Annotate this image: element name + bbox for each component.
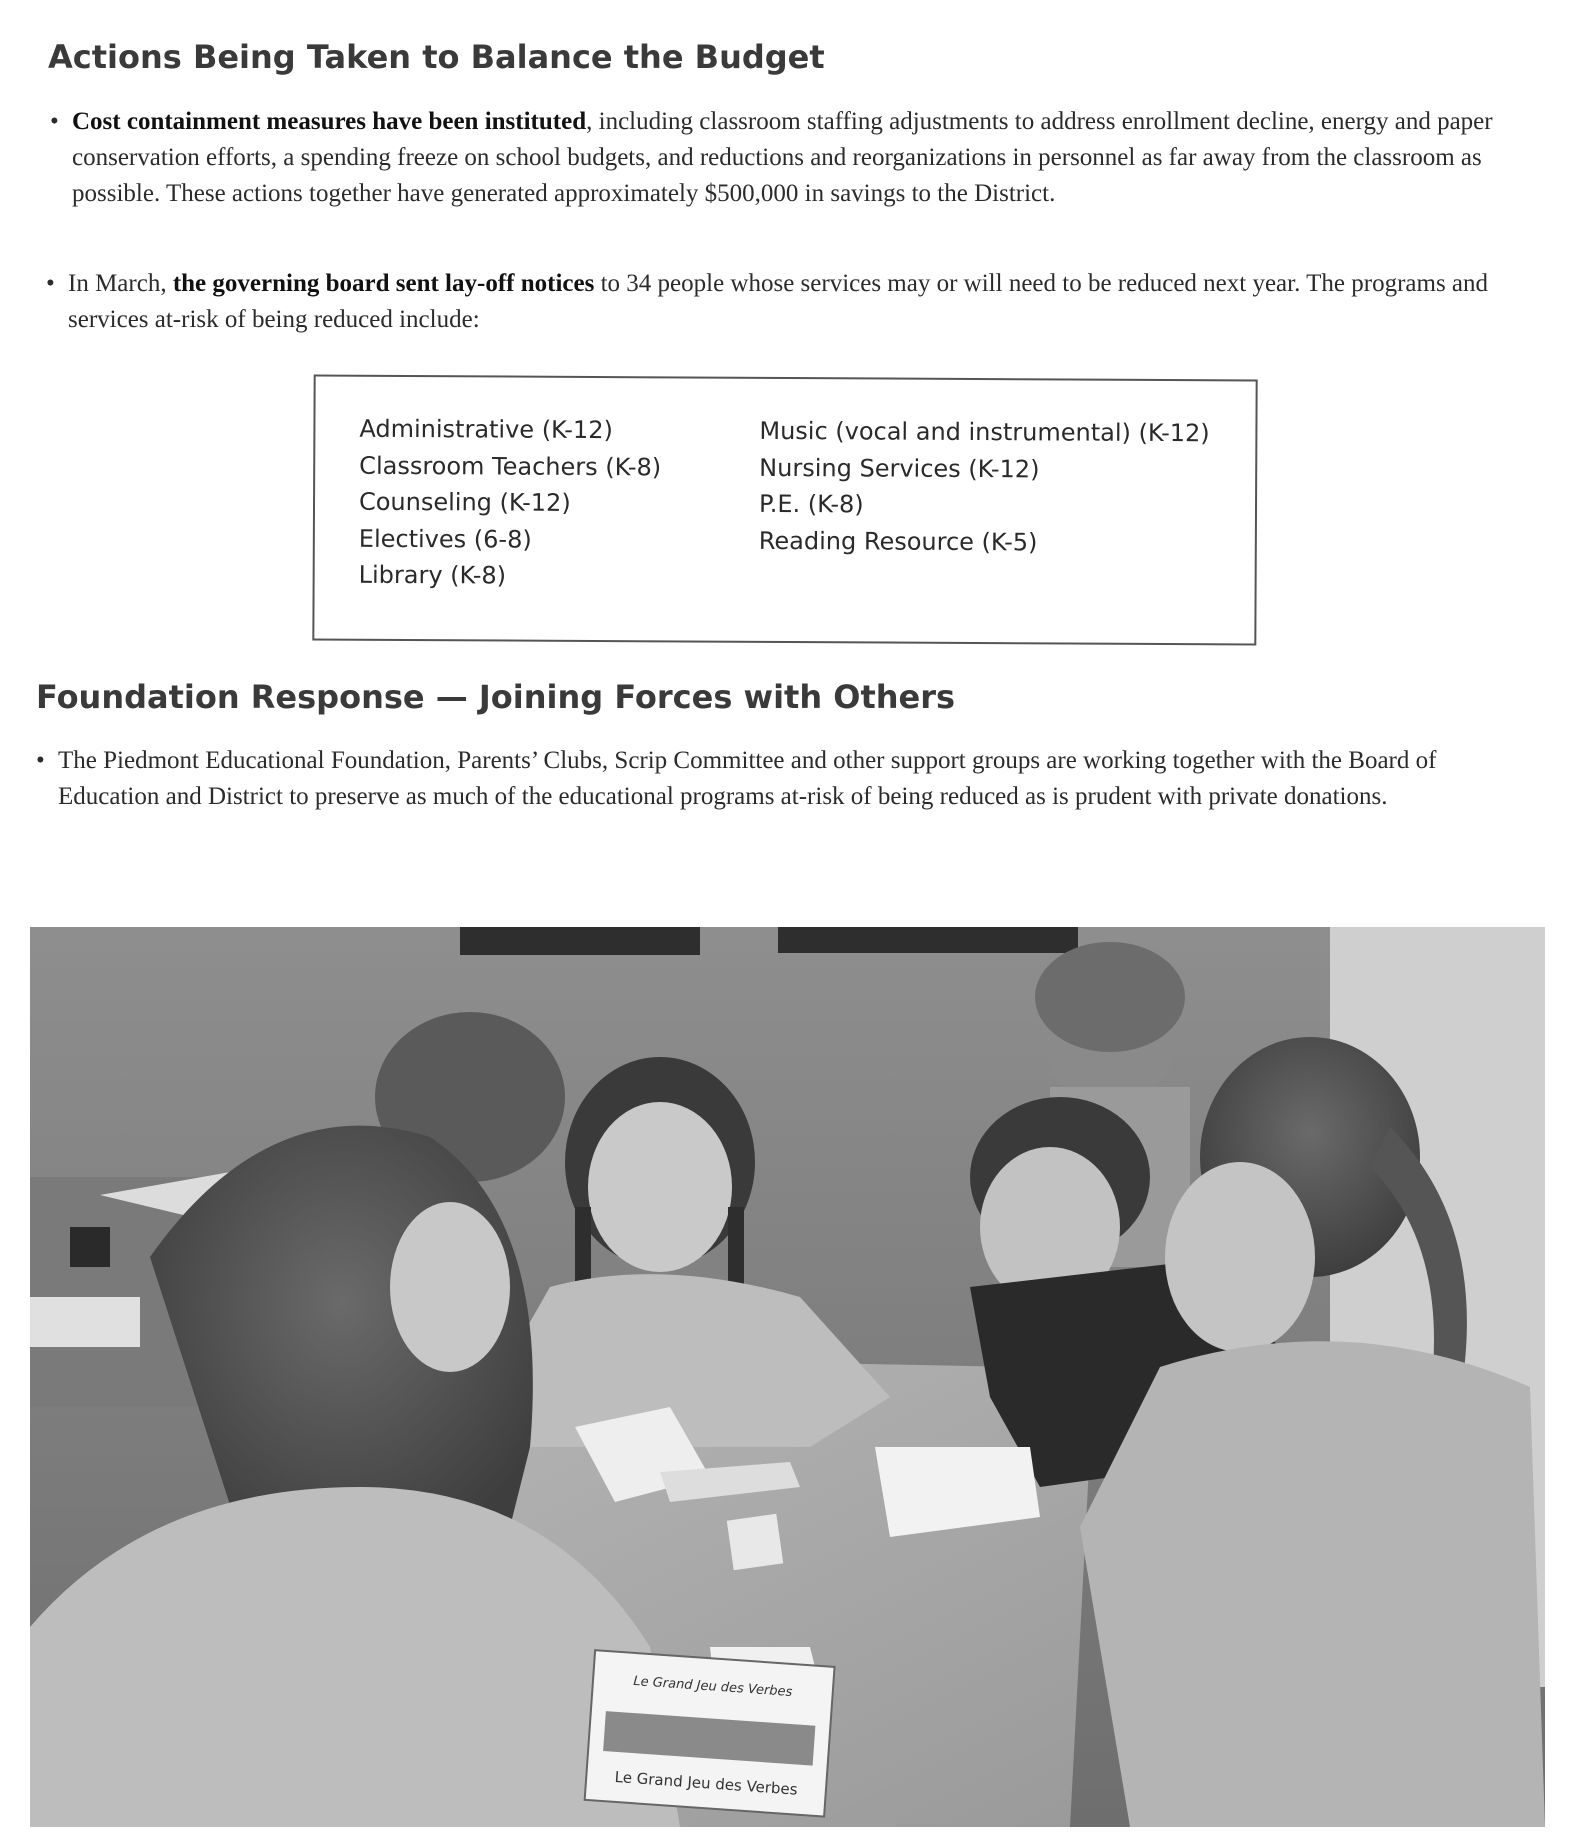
bullet-layoff-notices [46, 266, 1548, 338]
programs-list-left [359, 411, 662, 595]
program-item: Classroom Teachers (K-8) [359, 451, 662, 481]
bullet-body-text: to 34 people whose services may or will need to be reduced next year. The programs and services at-risk of being reduced include: [68, 270, 1489, 333]
bullet-body-text: , including classroom staffing adjustments to address enrollment decline, energy and paper conservation efforts, a spending freeze on school budgets, and reductions and reorganizations in personnel as far away from the classroom as possible. These actions together have generated approximately $500,000 in savings to the District. [72, 108, 1493, 207]
program-item: P.E. (K-8) [758, 489, 864, 519]
bullet-foundation-response [36, 743, 1538, 815]
program-item: Nursing Services (K-12) [759, 453, 1040, 483]
section-heading-foundation: Foundation Response — Joining Forces with Others [36, 678, 956, 716]
bullet-body-text: The Piedmont Educational Foundation, Parents’ Clubs, Scrip Committee and other support groups are working together with the Board of Education and District to preserve as much of the educational programs at-risk of being reduced as is prudent with private donations. [58, 747, 1437, 810]
programs-at-risk-box [312, 375, 1257, 646]
program-item: Reading Resource (K-5) [758, 526, 1038, 556]
bullet-dot: • [36, 747, 45, 774]
program-item: Administrative (K-12) [359, 414, 613, 445]
bullet-bold-text: the governing board sent lay-off notices [172, 270, 595, 297]
game-box [585, 1650, 835, 1816]
bullet-dot: • [46, 270, 55, 297]
bullet-dot: • [50, 108, 59, 135]
game-box-title-bottom: Le Grand Jeu des Verbes [614, 1767, 799, 1799]
programs-list-right [759, 413, 1210, 561]
bullet-bold-text: Cost containment measures have been instituted [72, 108, 587, 135]
program-item: Electives (6-8) [358, 524, 532, 554]
students-photo [30, 927, 1545, 1827]
bullet-cost-containment [50, 104, 1552, 212]
bullet-lead-text: In March, [68, 270, 173, 297]
program-item: Counseling (K-12) [358, 487, 571, 517]
program-item: Library (K-8) [358, 560, 507, 590]
section-heading-budget: Actions Being Taken to Balance the Budget [48, 38, 825, 76]
program-item: Music (vocal and instrumental) (K-12) [759, 416, 1210, 448]
game-box-title-top: Le Grand Jeu des Verbes [632, 1673, 793, 1701]
